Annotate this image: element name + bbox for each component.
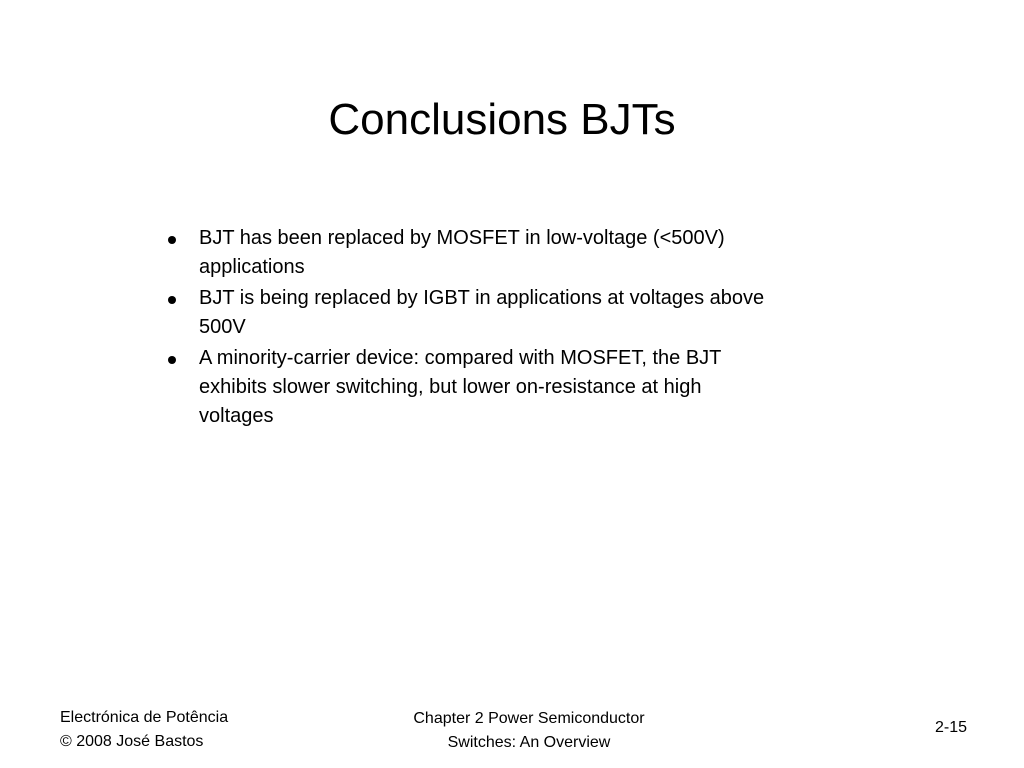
bullet-text-line: BJT is being replaced by IGBT in applications at voltages above — [199, 287, 765, 309]
bullet-text-line: 500V — [199, 316, 246, 338]
footer-chapter-info — [369, 707, 689, 755]
bullet-text-line: BJT has been replaced by MOSFET in low-voltage (<500V) — [199, 227, 725, 249]
bullet-dot-icon — [168, 296, 176, 304]
bullet-dot-icon — [168, 236, 176, 244]
bullet-text-line: applications — [199, 256, 305, 278]
bullet-item — [166, 284, 866, 342]
footer-course-info — [60, 706, 228, 754]
bullet-text-line: A minority-carrier device: compared with MOSFET, the BJT — [199, 347, 722, 369]
slide-title: Conclusions BJTs — [328, 95, 676, 144]
bullet-text-line: exhibits slower switching, but lower on-resistance at high — [199, 376, 702, 398]
footer-course-title: Electrónica de Potência — [60, 709, 229, 726]
footer-chapter-line-1: Chapter 2 Power Semiconductor — [413, 710, 645, 727]
bullet-text-line: voltages — [199, 405, 274, 427]
bullet-list — [166, 224, 866, 433]
slide-page-number: 2-15 — [934, 719, 968, 736]
footer-chapter-line-2: Switches: An Overview — [447, 734, 611, 751]
bullet-item — [166, 224, 866, 282]
footer-copyright: © 2008 José Bastos — [60, 733, 204, 750]
bullet-item — [166, 344, 866, 431]
bullet-dot-icon — [168, 356, 176, 364]
